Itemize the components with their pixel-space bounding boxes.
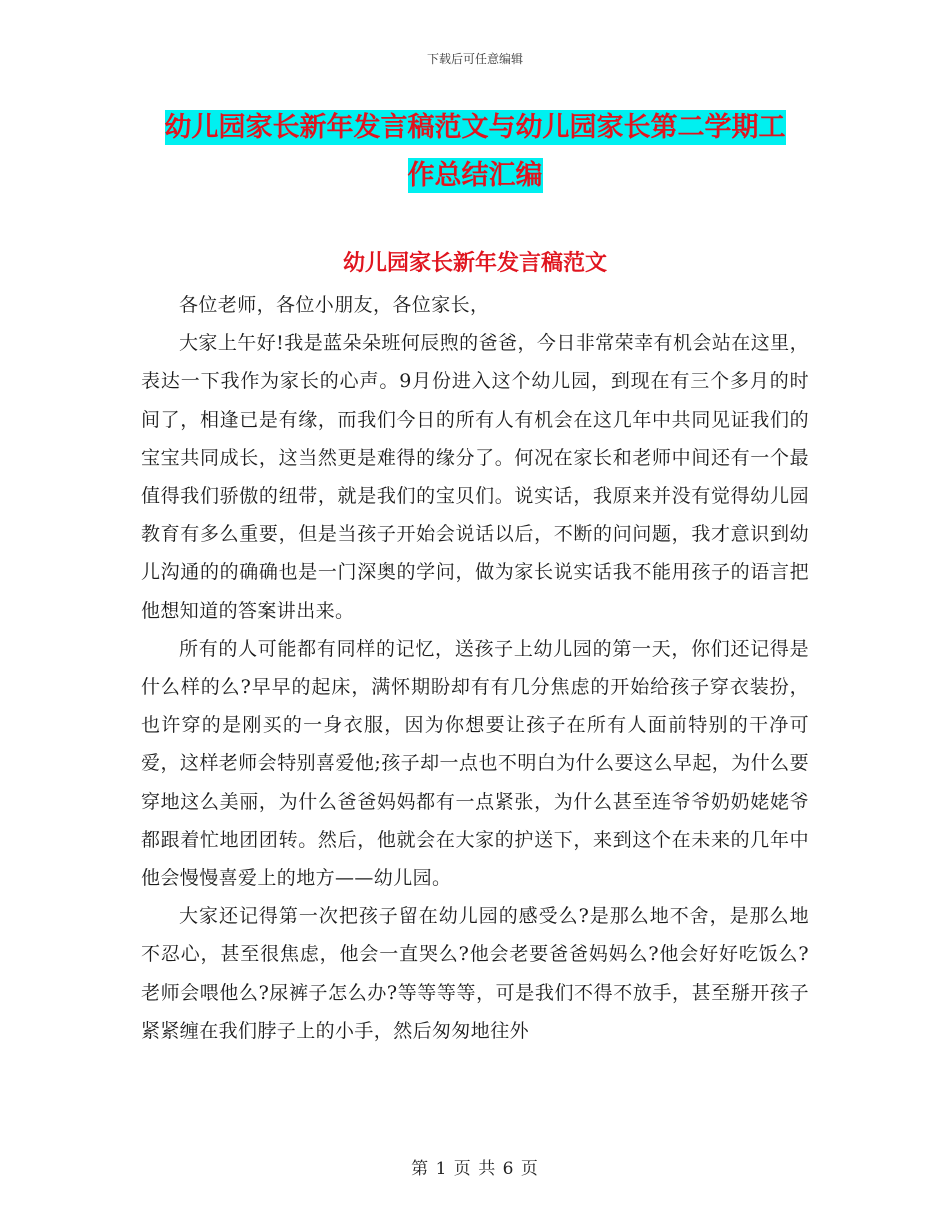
document-title-line-2: 作总结汇编 <box>407 160 543 191</box>
page-header: 下载后可任意编辑 <box>426 52 523 66</box>
page-footer: 第 1 页 共 6 页 <box>411 1159 539 1179</box>
paragraph-first-day: 所有的人可能都有同样的记忆，送孩子上幼儿园的第一天，你们还记得是什么样的么?早早的起床，满怀期盼却有有几分焦虑的开始给孩子穿衣装扮，也许穿的是刚买的一身衣服，因为你想要让孩子在所有人面前特别的干净可爱，这样老师会特别喜爱他;孩子却一点也不明白为什么要这么早起，为什么要穿地这么美丽，为什么爸爸妈妈都有一点紧张，为什么甚至连爷爷奶奶姥姥爷都跟着忙地团团转。然后，他就会在大家的护送下，来到这个在未来的几年中他会慢慢喜爱上的地方——幼儿园。 <box>141 637 809 890</box>
document-title-line-1: 幼儿园家长新年发言稿范文与幼儿园家长第二学期工 <box>164 112 786 143</box>
body-text <box>141 286 809 1050</box>
document-title <box>140 104 810 200</box>
paragraph-greeting: 各位老师，各位小朋友，各位家长， <box>179 294 490 316</box>
paragraph-separation: 大家还记得第一次把孩子留在幼儿园的感受么?是那么地不舍，是那么地不忍心，甚至很焦虑，他会一直哭么?他会老要爸爸妈妈么?他会好好吃饭么?老师会喂他么?尿裤子怎么办?等等等等，可是我们不得不放手，甚至掰开孩子紧紧缠在我们脖子上的小手，然后匆匆地往外 <box>141 905 809 1042</box>
paragraph-introduction: 大家上午好!我是蓝朵朵班何辰煦的爸爸，今日非常荣幸有机会站在这里，表达一下我作为家长的心声。9月份进入这个幼儿园，到现在有三个多月的时间了，相逢已是有缘，而我们今日的所有人有机会在这几年中共同见证我们的宝宝共同成长，这当然更是难得的缘分了。何况在家长和老师中间还有一个最值得我们骄傲的纽带，就是我们的宝贝们。说实话，我原来并没有觉得幼儿园教育有多么重要，但是当孩子开始会说话以后，不断的问问题，我才意识到幼儿沟通的的确确也是一门深奥的学问，做为家长说实话我不能用孩子的语言把他想知道的答案讲出来。 <box>141 332 809 622</box>
section-title: 幼儿园家长新年发言稿范文 <box>342 250 607 276</box>
